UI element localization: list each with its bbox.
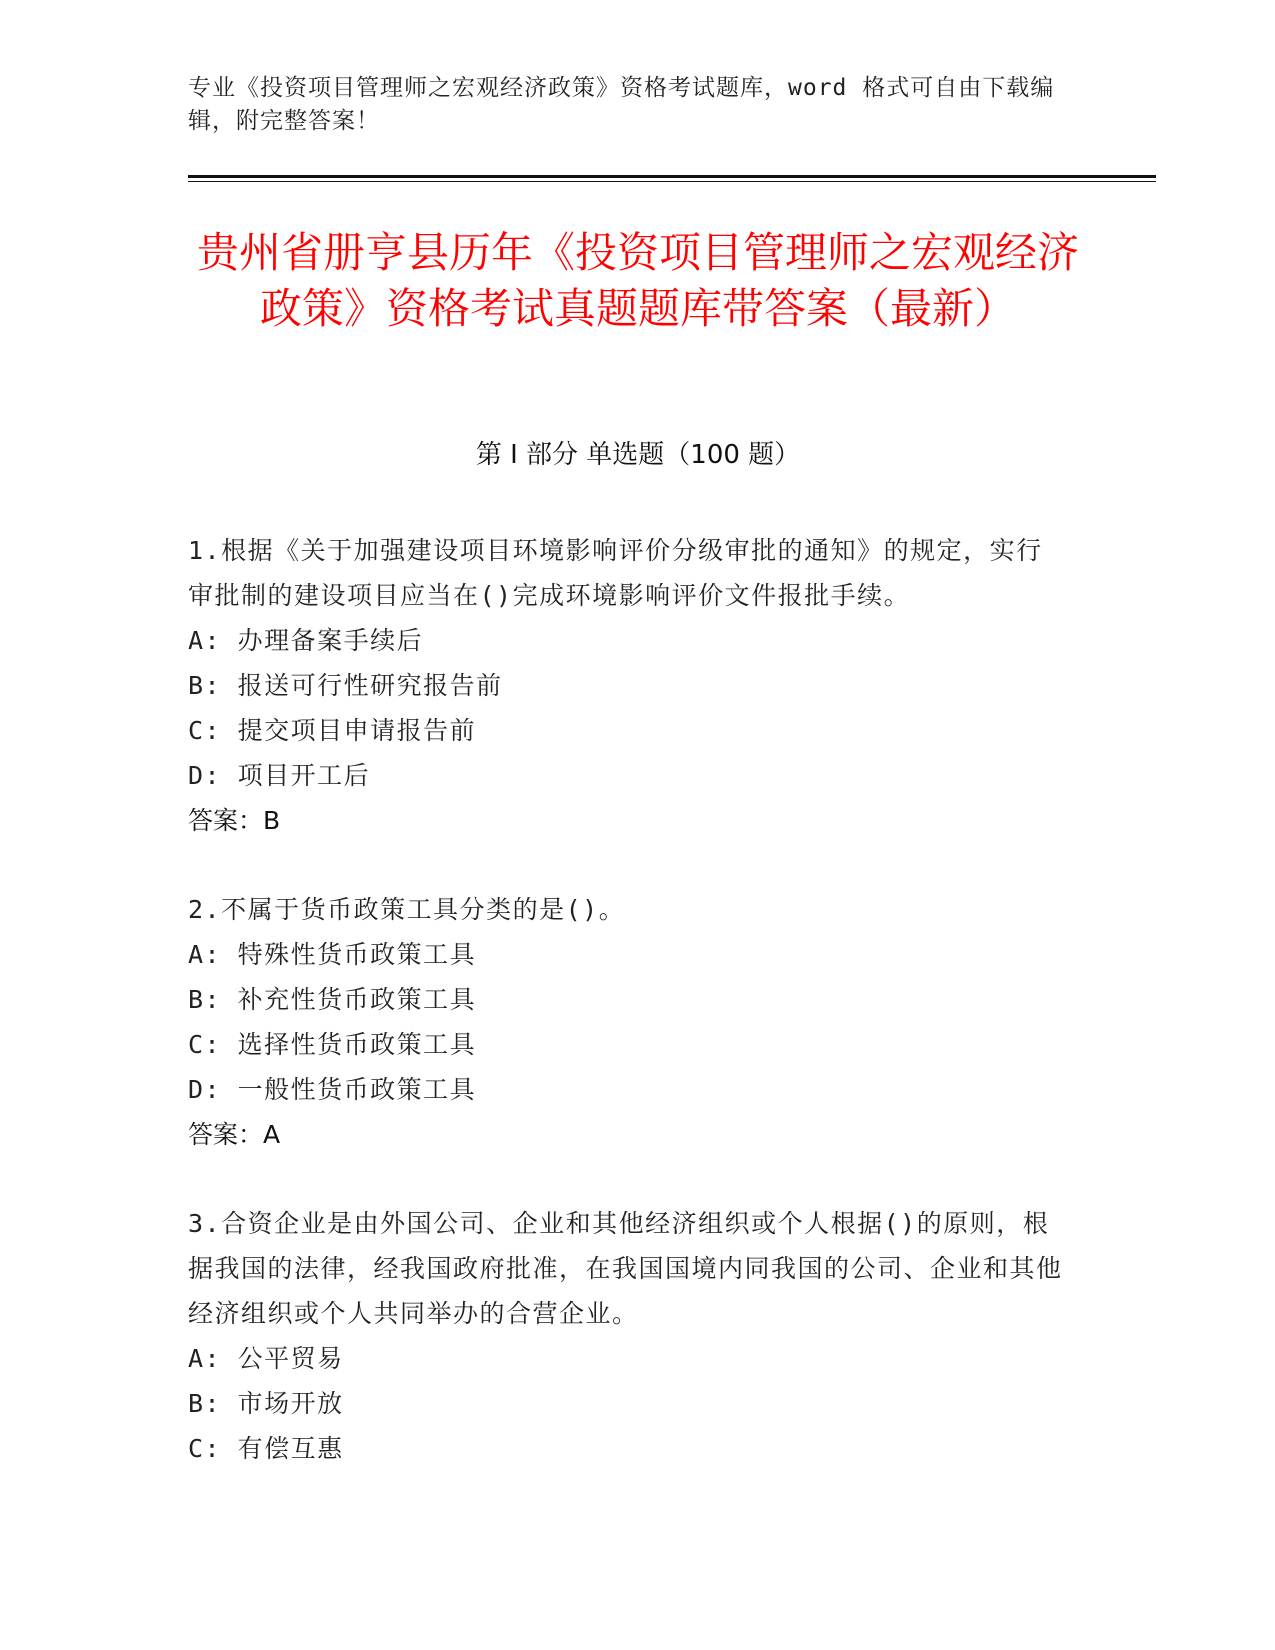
header-divider [188,175,1156,178]
question-list [188,528,1068,1515]
question-item [188,528,1068,843]
option-b: B: 市场开放 [188,1389,344,1418]
option-b: B: 报送可行性研究报告前 [188,671,503,700]
question-item [188,887,1068,1157]
option-d: D: 项目开工后 [188,761,371,790]
question-stem: 3.合资企业是由外国公司、企业和其他经济组织或个人根据()的原则，根据我国的法律，经我国政府批准，在我国国境内同我国的公司、企业和其他经济组织或个人共同举办的合营企业。 [188,1209,1063,1328]
option-c: C: 选择性货币政策工具 [188,1030,477,1059]
option-c: C: 提交项目申请报告前 [188,716,477,745]
answer-line: 答案：B [188,806,281,835]
header-divider-thin [188,181,1156,182]
option-a: A: 特殊性货币政策工具 [188,940,477,969]
section-title: 第 I 部分 单选题（100 题） [475,440,801,470]
option-d: D: 一般性货币政策工具 [188,1075,477,1104]
header-note: 专业《投资项目管理师之宏观经济政策》资格考试题库，word 格式可自由下载编辑，附完整答案！ [188,75,1055,134]
option-a: A: 办理备案手续后 [188,626,424,655]
option-a: A: 公平贸易 [188,1344,344,1373]
question-stem: 1.根据《关于加强建设项目环境影响评价分级审批的通知》的规定，实行审批制的建设项目应当在()完成环境影响评价文件报批手续。 [188,536,1043,610]
question-item [188,1201,1068,1471]
answer-line: 答案：A [188,1120,281,1149]
option-b: B: 补充性货币政策工具 [188,985,477,1014]
question-stem: 2.不属于货币政策工具分类的是()。 [188,895,626,924]
option-c: C: 有偿互惠 [188,1434,344,1463]
document-title: 贵州省册亨县历年《投资项目管理师之宏观经济政策》资格考试真题题库带答案（最新） [196,228,1079,333]
